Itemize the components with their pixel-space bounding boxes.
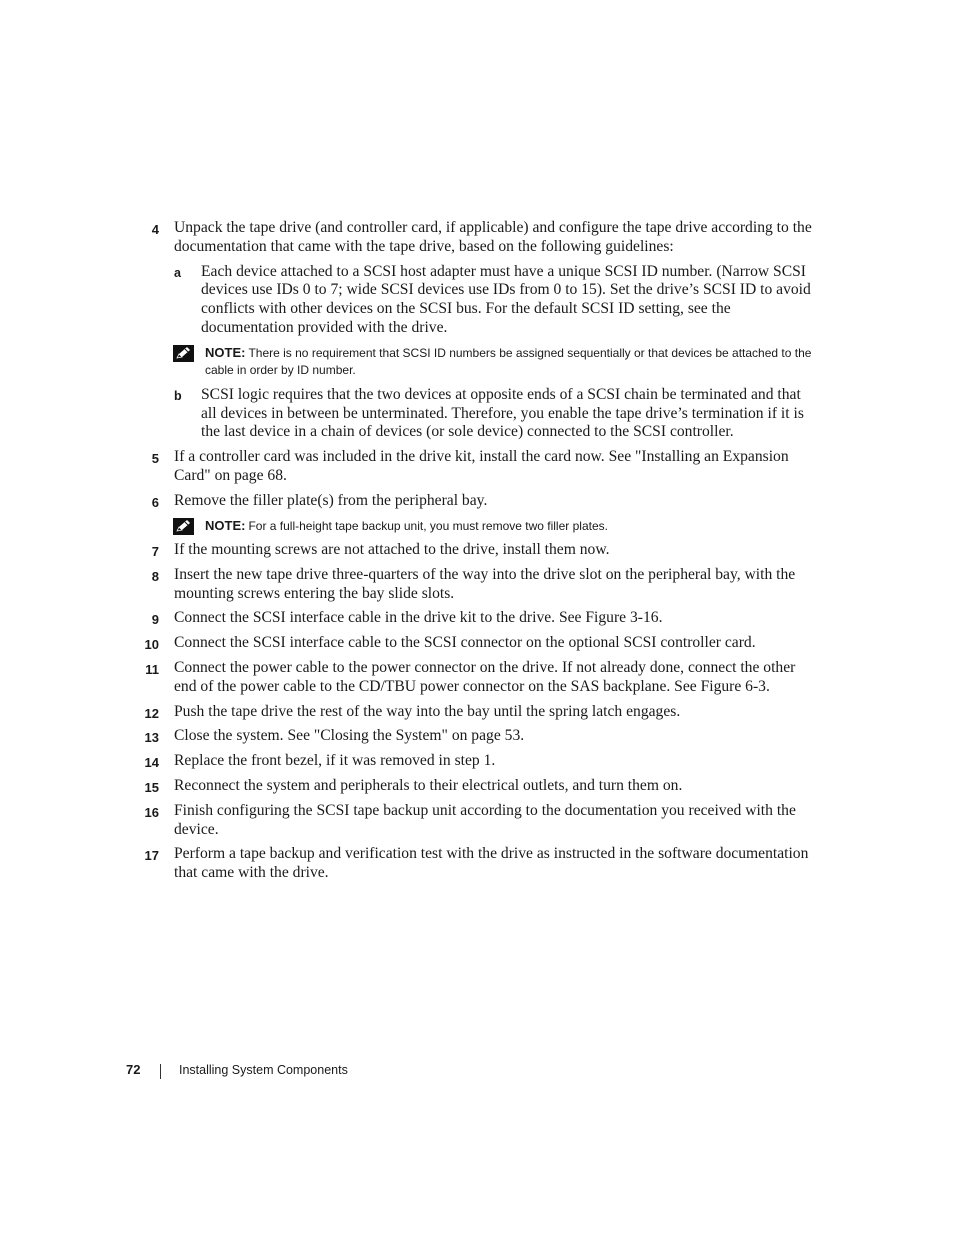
substep-text: Each device attached to a SCSI host adapter must have a unique SCSI ID number. (Narrow SCSI devices use IDs 0 to 7; wide SCSI devices use IDs from 0 to 15). Set the drive’s SCSI ID to avoid conflicts with other devices on the SCSI bus. For the default SCSI ID setting, see the documentation provided with the drive. — [201, 262, 811, 336]
substep-letter: a — [174, 265, 181, 280]
step-8 — [0, 566, 954, 604]
step-11 — [0, 659, 954, 697]
step-number: 6 — [151, 494, 159, 510]
pencil-note-icon — [173, 345, 194, 362]
step-number: 9 — [151, 612, 159, 628]
step-14 — [0, 752, 954, 771]
step-number: 4 — [151, 222, 159, 237]
step-9 — [0, 609, 954, 628]
step-15 — [0, 777, 954, 796]
step-12 — [0, 703, 954, 722]
step-number: 10 — [144, 637, 159, 653]
step-number: 17 — [144, 848, 159, 864]
note-label: NOTE: — [205, 517, 246, 533]
note-body: There is no requirement that SCSI ID numbers be assigned sequentially or that devices be attached to the cable in order by ID number. — [205, 345, 812, 378]
step-number: 13 — [144, 730, 159, 746]
step-text: Connect the SCSI interface cable in the drive kit to the drive. See Figure 3-16. — [174, 609, 663, 627]
note-text — [205, 344, 817, 380]
step-number: 8 — [151, 568, 159, 584]
step-text: Replace the front bezel, if it was removed in step 1. — [174, 752, 496, 770]
note-body: For a full-height tape backup unit, you must remove two filler plates. — [248, 518, 608, 533]
step-text: Remove the filler plate(s) from the peripheral bay. — [174, 491, 488, 509]
step-text: Insert the new tape drive three-quarters of the way into the drive slot on the peripheral bay, with the mounting screws entering the bay slide slots. — [174, 565, 796, 602]
substep-letter: b — [174, 388, 182, 403]
step-17 — [0, 845, 954, 883]
step-text: Unpack the tape drive (and controller card, if applicable) and configure the tape drive according to the documentation that came with the tape drive, based on the following guidelines: — [174, 219, 812, 255]
step-number: 15 — [144, 780, 159, 796]
section-title: Installing System Components — [179, 1063, 348, 1077]
step-number: 7 — [151, 544, 159, 560]
step-text: Connect the SCSI interface cable to the SCSI connector on the optional SCSI controller card. — [174, 634, 756, 652]
instruction-list — [0, 219, 954, 889]
step-number: 16 — [144, 804, 159, 820]
step-text: If a controller card was included in the drive kit, install the card now. See "Installing an Expansion Card" on page 68. — [174, 448, 789, 484]
substep-a — [0, 263, 954, 338]
step-4 — [0, 219, 954, 257]
pencil-note-icon — [173, 518, 194, 535]
note-box — [0, 344, 954, 380]
footer-divider — [160, 1064, 161, 1079]
step-6 — [0, 492, 954, 511]
step-16 — [0, 802, 954, 840]
note-text — [205, 517, 817, 536]
substep-text: SCSI logic requires that the two devices at opposite ends of a SCSI chain be terminated and that all devices in between be unterminated. Therefore, you enable the tape drive’s termination if it is the last device in a chain of devices (or sole device) connected to the SCSI controller. — [201, 385, 804, 441]
note-label: NOTE: — [205, 344, 246, 360]
step-number: 5 — [151, 451, 159, 467]
step-5 — [0, 448, 954, 486]
step-number: 12 — [144, 705, 159, 721]
step-7 — [0, 541, 954, 560]
step-text: Connect the power cable to the power connector on the drive. If not already done, connect the other end of the power cable to the CD/TBU power connector on the SAS backplane. See Figure 6-3. — [174, 659, 796, 695]
step-text: Push the tape drive the rest of the way into the bay until the spring latch engages. — [174, 702, 681, 720]
substep-b — [0, 386, 954, 442]
step-number: 14 — [144, 755, 159, 771]
step-text: Finish configuring the SCSI tape backup unit according to the documentation you received with the device. — [174, 801, 796, 838]
step-text: Reconnect the system and peripherals to their electrical outlets, and turn them on. — [174, 777, 683, 795]
note-box — [0, 517, 954, 536]
step-text: Perform a tape backup and verification test with the drive as instructed in the software documentation that came with the drive. — [174, 845, 809, 882]
step-text: Close the system. See "Closing the System" on page 53. — [174, 727, 525, 745]
page-footer — [0, 1062, 954, 1082]
step-13 — [0, 727, 954, 746]
step-text: If the mounting screws are not attached to the drive, install them now. — [174, 541, 610, 559]
step-10 — [0, 634, 954, 653]
page-number: 72 — [126, 1062, 141, 1077]
step-number: 11 — [145, 662, 159, 678]
